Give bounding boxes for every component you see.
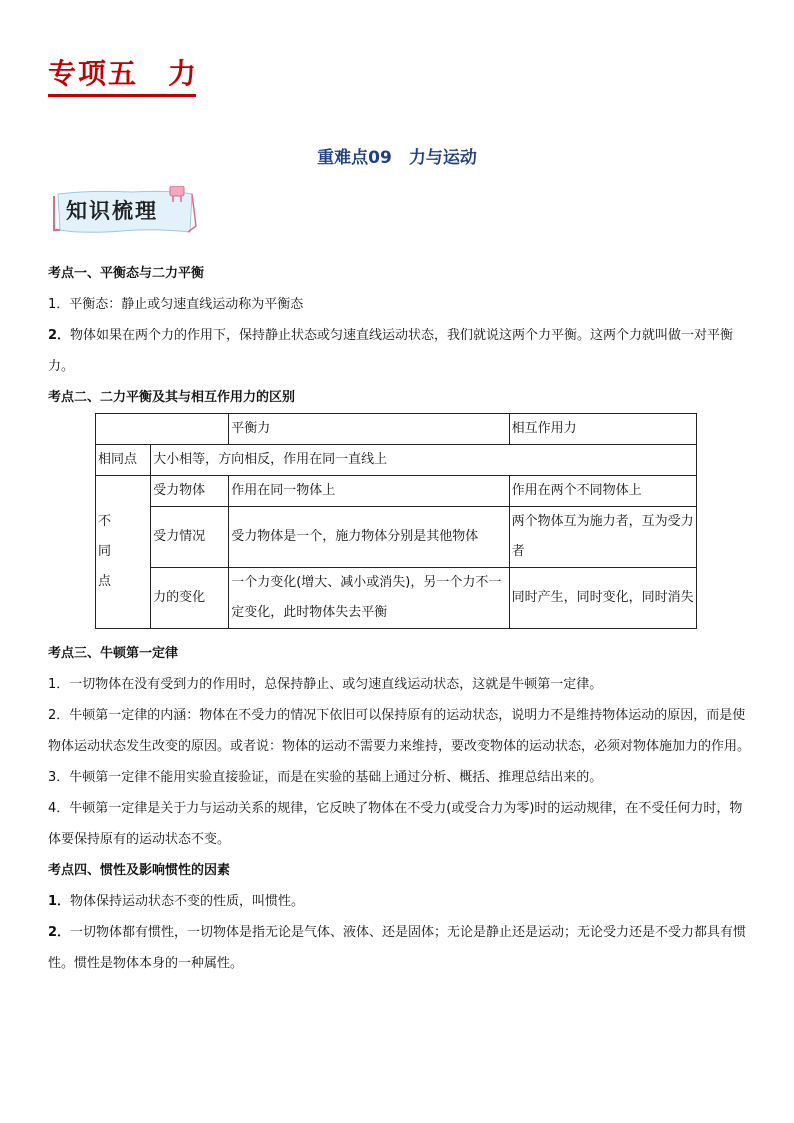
table-cell: 一个力变化(增大、减小或消失)，另一个力不一定变化，此时物体失去平衡 (229, 568, 509, 629)
page-header (48, 52, 198, 97)
table-row (96, 507, 697, 568)
diff-label-char: 不 (98, 514, 112, 529)
k1-item-1: 1．平衡态：静止或匀速直线运动称为平衡态 (48, 297, 304, 312)
k2-heading: 考点二、二力平衡及其与相互作用力的区别 (48, 390, 296, 405)
table-diff-label (96, 476, 151, 629)
diff-label-char: 同 (98, 544, 112, 559)
table-header-mutual: 相互作用力 (509, 414, 696, 445)
table-cell: 同时产生，同时变化，同时消失 (509, 568, 696, 629)
table-header-balance: 平衡力 (229, 414, 509, 445)
k3-heading: 考点三、牛顿第一定律 (48, 646, 179, 661)
k3-item-4: 4．牛顿第一定律是关于力与运动关系的规律，它反映了物体在不受力(或受合力为零)时的运动规律，在不受任何力时，物体要保持原有的运动状态不变。 (48, 801, 743, 847)
table-row (96, 568, 697, 629)
k4-item-2-text: 一切物体都有惯性，一切物体是指无论是气体、液体、还是固体；无论是静止还是运动；无论受力还是不受力都具有惯性。惯性是物体本身的一种属性。 (48, 925, 747, 971)
k4-item-1-number: 1． (48, 894, 71, 909)
table-cell: 作用在同一物体上 (229, 476, 509, 507)
diff-label-char: 点 (98, 574, 112, 589)
chapter-title: 专项五 力 (48, 57, 199, 90)
k4-item-2-number: 2． (48, 925, 71, 940)
k1-item-2-text: 物体如果在两个力的作用下，保持静止状态或匀速直线运动状态，我们就说这两个力平衡。这两个力就叫做一对平衡力。 (48, 328, 734, 374)
table-cell: 两个物体互为施力者，互为受力者 (509, 507, 696, 568)
k4-heading: 考点四、惯性及影响惯性的因素 (48, 863, 231, 878)
k3-item-2: 2．牛顿第一定律的内涵：物体在不受力的情况下依旧可以保持原有的运动状态，说明力不是维持物体运动的原因，而是使物体运动状态发生改变的原因。或者说：物体的运动不需要力来维持，要改变物体的运动状态，必须对物体施加力的作用。 (48, 708, 751, 754)
k1-heading: 考点一、平衡态与二力平衡 (48, 266, 205, 281)
comparison-table (95, 413, 697, 629)
knowledge-banner (52, 186, 198, 236)
k1-item-2 (48, 320, 750, 382)
k4-item-2 (48, 917, 750, 979)
table-cell: 受力物体是一个，施力物体分别是其他物体 (229, 507, 509, 568)
k4-item-1-text: 物体保持运动状态不变的性质，叫惯性。 (70, 894, 305, 909)
k4-item-1 (48, 886, 750, 917)
section-k1 (48, 258, 750, 413)
k3-item-1: 1．一切物体在没有受到力的作用时，总保持静止、或匀速直线运动状态，这就是牛顿第一定律。 (48, 677, 603, 692)
table-cell: 受力物体 (151, 476, 229, 507)
table-row (96, 445, 697, 476)
section-title: 重难点09 力与运动 (317, 148, 477, 168)
section-k3 (48, 638, 750, 979)
table-cell: 力的变化 (151, 568, 229, 629)
table-row (96, 476, 697, 507)
banner-label: 知识梳理 (66, 198, 158, 223)
k3-item-3: 3．牛顿第一定律不能用实验直接验证，而是在实验的基础上通过分析、概括、推理总结出来的。 (48, 770, 603, 785)
table-cell: 作用在两个不同物体上 (509, 476, 696, 507)
chapter-underline (48, 94, 196, 97)
table-cell: 受力情况 (151, 507, 229, 568)
table-header-row (96, 414, 697, 445)
k1-item-2-number: 2． (48, 328, 71, 343)
table-corner-cell (96, 414, 229, 445)
table-same-label: 相同点 (96, 445, 151, 476)
table-same-text: 大小相等，方向相反，作用在同一直线上 (151, 445, 697, 476)
